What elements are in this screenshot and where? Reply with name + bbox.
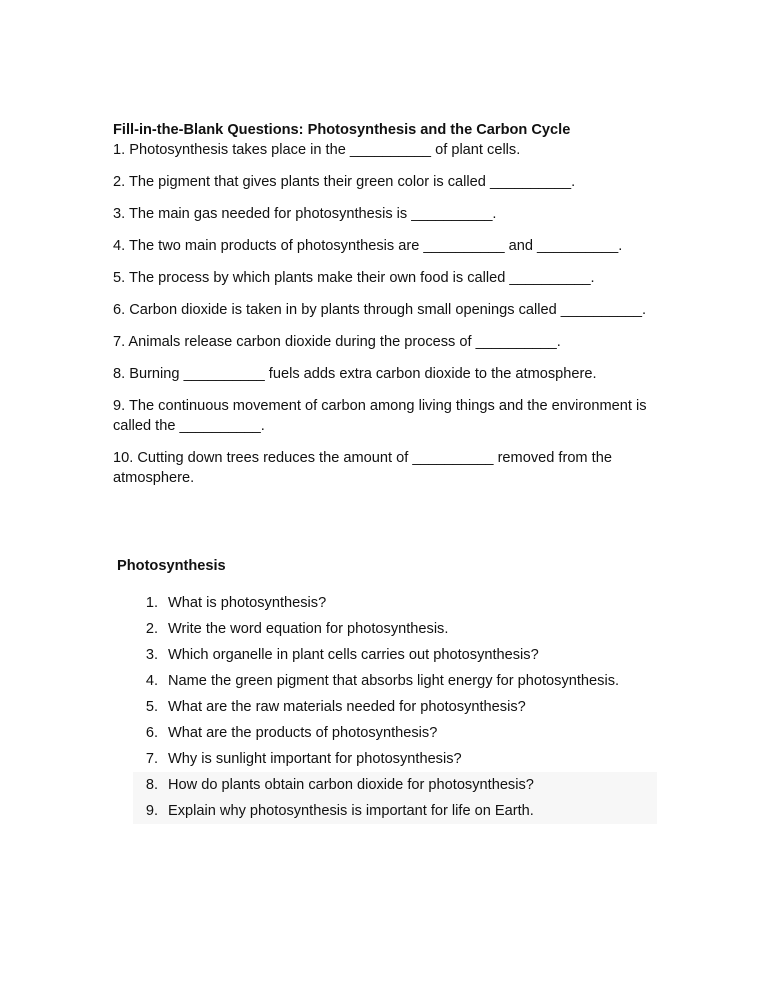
- fib-question-9: 9. The continuous movement of carbon among living things and the environment is called the __________.: [113, 398, 647, 434]
- list-item: [133, 642, 657, 668]
- list-item-text: Which organelle in plant cells carries out photosynthesis?: [168, 647, 539, 663]
- list-item-number: 2.: [145, 621, 158, 637]
- fib-question-8: 8. Burning __________ fuels adds extra carbon dioxide to the atmosphere.: [113, 366, 597, 382]
- photosynthesis-question-list: [133, 590, 657, 824]
- list-item-number: 5.: [145, 699, 158, 715]
- list-item-number: 9.: [145, 803, 158, 819]
- list-item: [133, 772, 657, 798]
- fill-in-blank-title: Fill-in-the-Blank Questions: Photosynthesis and the Carbon Cycle: [113, 122, 571, 138]
- list-item-text: What are the products of photosynthesis?: [168, 725, 438, 741]
- list-item: [133, 746, 657, 772]
- list-item-text: What are the raw materials needed for photosynthesis?: [168, 699, 526, 715]
- fib-question-10: 10. Cutting down trees reduces the amount of __________ removed from the atmosphere.: [113, 450, 612, 486]
- list-item-number: 6.: [145, 725, 158, 741]
- fill-in-blank-section: [113, 120, 658, 500]
- fib-question-4: 4. The two main products of photosynthesis are __________ and __________.: [113, 238, 623, 254]
- fib-question-7: 7. Animals release carbon dioxide during the process of __________.: [113, 334, 561, 350]
- list-item: [133, 720, 657, 746]
- fib-question-5: 5. The process by which plants make their own food is called __________.: [113, 270, 595, 286]
- list-item: [133, 590, 657, 616]
- fib-question-3: 3. The main gas needed for photosynthesis is __________.: [113, 206, 497, 222]
- list-item: [133, 668, 657, 694]
- list-item-number: 7.: [145, 751, 158, 767]
- fib-question-6: 6. Carbon dioxide is taken in by plants through small openings called __________.: [113, 302, 647, 318]
- list-item-number: 4.: [145, 673, 158, 689]
- list-item-text: Name the green pigment that absorbs light energy for photosynthesis.: [168, 673, 620, 689]
- list-item-text: Why is sunlight important for photosynthesis?: [168, 751, 462, 767]
- list-item-text: How do plants obtain carbon dioxide for photosynthesis?: [168, 777, 534, 793]
- fib-question-2: 2. The pigment that gives plants their green color is called __________.: [113, 174, 576, 190]
- list-item-number: 1.: [145, 595, 158, 611]
- list-item: [133, 694, 657, 720]
- list-item-number: 8.: [145, 777, 158, 793]
- fib-question-1: 1. Photosynthesis takes place in the __________ of plant cells.: [113, 142, 521, 158]
- list-item-text: Write the word equation for photosynthesis.: [168, 621, 449, 637]
- list-item: [133, 616, 657, 642]
- list-item-text: What is photosynthesis?: [168, 595, 327, 611]
- list-item: [133, 798, 657, 824]
- photosynthesis-section-title: Photosynthesis: [117, 558, 226, 574]
- list-item-text: Explain why photosynthesis is important for life on Earth.: [168, 803, 534, 819]
- list-item-number: 3.: [145, 647, 158, 663]
